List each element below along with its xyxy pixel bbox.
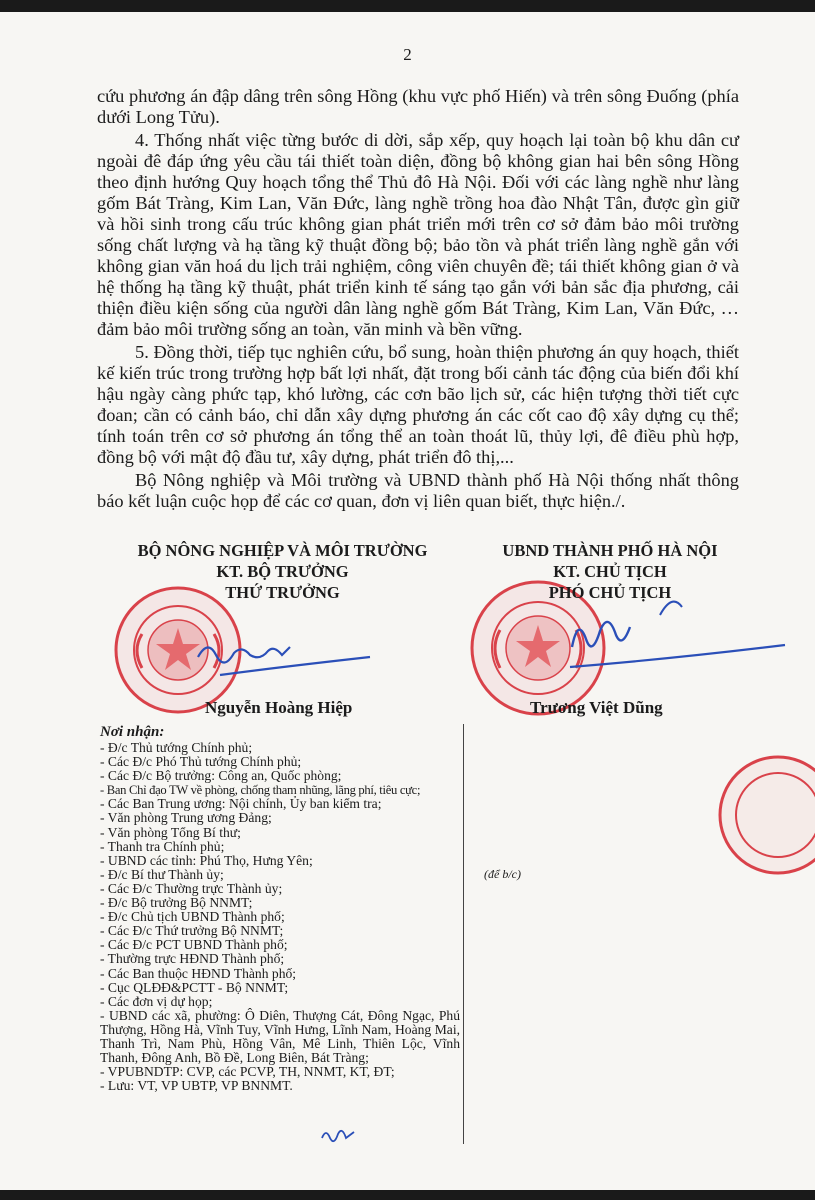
handwritten-signature-left [190,627,380,687]
document-body [97,86,739,514]
recipient-item: - Các Đ/c Thường trực Thành ủy; [100,880,283,896]
recipient-item: - Ban Chỉ đạo TW về phòng, chống tham nhũng, lãng phí, tiêu cực; [100,783,421,798]
signer-title: PHÓ CHỦ TỊCH [548,583,672,602]
recipient-item: - UBND các xã, phường: Ô Diên, Thượng Cát, Đông Ngạc, Phú Thượng, Hồng Hà, Vĩnh Tuy, Vĩnh Hưng, Lĩnh Nam, Hoàng Mai, Thanh Trì, Nam Phù, Hồng Vân, Mê Linh, Thiên Lộc, Vĩnh Thanh, Đông Anh, Bồ Đề, Long Biên, Bát Tràng; [100,1007,460,1066]
recipient-item: - Các Ban thuộc HĐND Thành phố; [100,965,297,981]
paragraph-continuation: cứu phương án đập dâng trên sông Hồng (khu vực phố Hiến) và trên sông Đuống (phía dưới Long Tửu). [97,86,739,127]
recipient-item: - Lưu: VT, VP UBTP, VP BNNMT. [100,1078,293,1094]
recipient-item: - Các Đ/c Phó Thủ tướng Chính phủ; [100,754,302,770]
recipients-heading: Nơi nhận: [100,724,165,740]
signer-name-city: Trương Việt Dũng [530,698,663,717]
page-number: 2 [403,45,412,64]
recipient-item: - Cục QLĐĐ&PCTT - Bộ NNMT; [100,979,289,995]
handwritten-signature-right [560,587,790,687]
signer-position: KT. CHỦ TỊCH [553,562,667,581]
paragraph-closing: Bộ Nông nghiệp và Môi trường và UBND thành phố Hà Nội thống nhất thông báo kết luận cuộc họp để các cơ quan, đơn vị liên quan biết, thực hiện./. [97,470,739,511]
partial-stamp-right [700,750,815,880]
document-page [0,12,815,1190]
recipient-item: - UBND các tỉnh: Phú Thọ, Hưng Yên; [100,852,313,868]
recipient-item: - Đ/c Thủ tướng Chính phủ; [100,740,253,755]
paragraph-item-5: 5. Đồng thời, tiếp tục nghiên cứu, bổ sung, hoàn thiện phương án quy hoạch, thiết kế kiến trúc trong trường hợp bất lợi nhất, đặt trong bối cảnh tác động của biến đổi khí hậu ngày càng phức tạp, khó lường, các cơn bão lịch sử, các hiện tượng thời tiết cực đoan; cần có cảnh báo, chỉ dẫn xây dựng phương án các cốt cao độ xây dựng cụ thể; tính toán trên cơ sở phương án tổng thể an toàn thoát lũ, thủy lợi, đê điều phù hợp, đồng bộ với mật độ đầu tư, xây dựng, phát triển đô thị,... [97,342,739,467]
signer-title: THỨ TRƯỞNG [225,583,340,602]
recipient-item: - Các Đ/c Thứ trưởng Bộ NNMT; [100,923,284,939]
recipient-item: - VPUBNDTP: CVP, các PCVP, TH, NNMT, KT, ĐT; [100,1064,395,1080]
recipient-item: - Đ/c Chủ tịch UBND Thành phố; [100,909,285,925]
signer-position: KT. BỘ TRƯỞNG [216,562,349,581]
recipients-list [100,724,460,1093]
paragraph-item-4: 4. Thống nhất việc từng bước di dời, sắp xếp, quy hoạch lại toàn bộ khu dân cư ngoài đê đáp ứng yêu cầu tái thiết toàn diện, đồng bộ không gian hai bên sông Hồng theo định hướng Quy hoạch tổng thể Thủ đô Hà Nội. Đối với các làng nghề như làng gốm Bát Tràng, Kim Lan, Văn Đức, làng nghề trồng hoa đào Nhật Tân, được gìn giữ và hồi sinh trong cấu trúc không gian phát triển mới trên cơ sở đảm bảo môi trường sống chất lượng và hạ tầng kỹ thuật đồng bộ; bảo tồn và phát triển làng nghề gắn với không gian văn hoá du lịch trải nghiệm, công viên chuyên đề; tái thiết không gian ở và hệ thống hạ tầng kỹ thuật, phát triển kinh tế sáng tạo gắn với bản sắc địa phương, cải thiện điều kiện sống của người dân làng nghề gốm Bát Tràng, Kim Lan, Văn Đức, … đảm bảo môi trường sống an toàn, văn minh và bền vững. [97,130,739,339]
signature-block-ministry [100,540,465,603]
recipient-item: - Các Ban Trung ương: Nội chính, Ủy ban kiểm tra; [100,796,382,812]
recipient-item: - Văn phòng Trung ương Đảng; [100,810,272,826]
recipient-item: - Văn phòng Tổng Bí thư; [100,824,241,840]
report-note: (để b/c) [484,867,521,881]
signer-name-ministry: Nguyễn Hoàng Hiệp [205,698,353,717]
recipient-item: - Đ/c Bí thư Thành ủy; [100,866,224,882]
recipient-item: - Các Đ/c Bộ trưởng: Công an, Quốc phòng; [100,768,342,784]
initials-mark [318,1124,358,1148]
recipient-item: - Thanh tra Chính phủ; [100,838,225,854]
recipient-item: - Thường trực HĐND Thành phố; [100,951,285,967]
signer-org: BỘ NÔNG NGHIỆP VÀ MÔI TRƯỜNG [137,541,428,560]
recipient-item: - Đ/c Bộ trưởng Bộ NNMT; [100,895,253,911]
signer-org: UBND THÀNH PHỐ HÀ NỘI [502,541,718,560]
recipient-item: - Các Đ/c PCT UBND Thành phố; [100,937,288,953]
recipient-item: - Các đơn vị dự họp; [100,993,213,1009]
column-divider [463,724,464,1144]
